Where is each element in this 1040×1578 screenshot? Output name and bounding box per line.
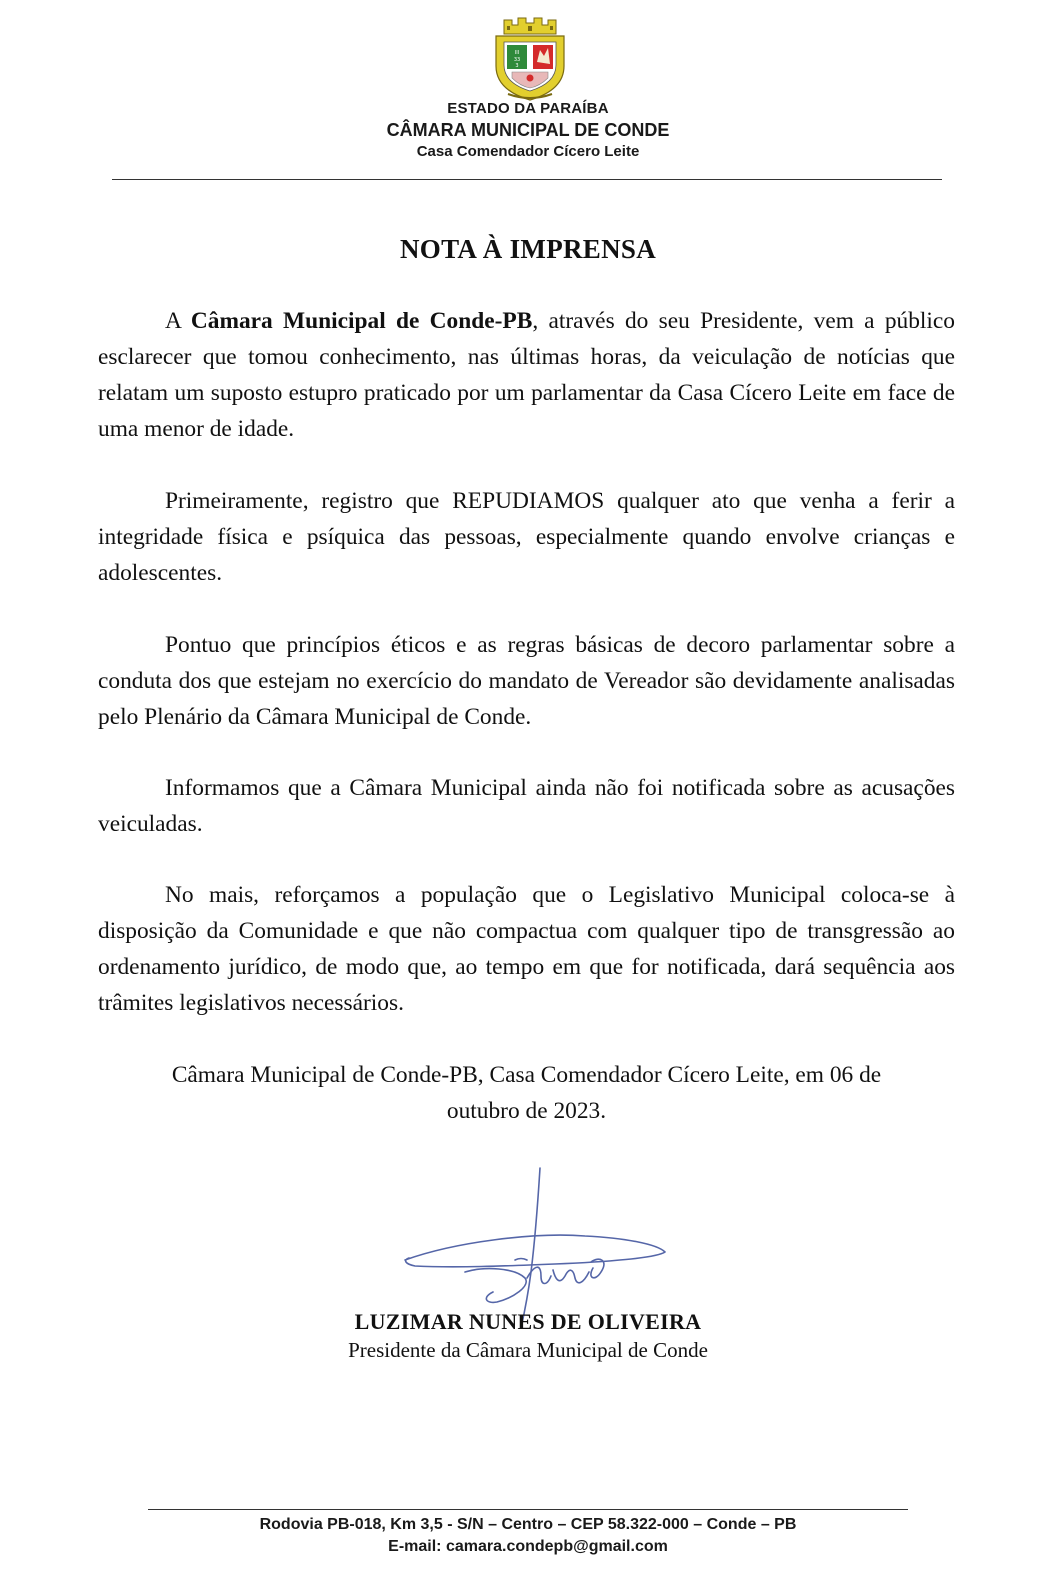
signer-role: Presidente da Câmara Municipal de Conde (348, 1338, 708, 1362)
signer-name: LUZIMAR NUNES DE OLIVEIRA (354, 1309, 702, 1334)
header-state: ESTADO DA PARAÍBA (447, 100, 609, 117)
paragraph-1-lead: A (165, 308, 191, 334)
header-chamber-name: CÂMARA MUNICIPAL DE CONDE (386, 120, 670, 140)
paragraph-1-rest: , através do seu Presidente, vem a público esclarecer que tomou conhecimento, nas últimas horas, da veiculação de notícias que relatam um suposto estupro praticado por um parlamentar da Casa Cícero Leite em face de uma menor de idade. (98, 308, 956, 442)
header-divider (112, 179, 942, 180)
svg-text:3: 3 (515, 63, 519, 69)
closing-place-date (98, 1057, 955, 1129)
svg-text:III: III (514, 50, 520, 56)
svg-text:33: 33 (513, 57, 521, 63)
closing-line-1: Câmara Municipal de Conde-PB, Casa Comendador Cícero Leite, em 06 de (171, 1062, 882, 1088)
footer-address: Rodovia PB-018, Km 3,5 - S/N – Centro – CEP 58.322-000 – Conde – PB (259, 1516, 797, 1533)
footer-email[interactable]: E-mail: camara.condepb@gmail.com (388, 1538, 668, 1555)
paragraph-2: Primeiramente, registro que REPUDIAMOS qualquer ato que venha a ferir a integridade física e psíquica das pessoas, especialmente quando envolve crianças e adolescentes. (98, 488, 955, 586)
paragraph-3: Pontuo que princípios éticos e as regras básicas de decoro parlamentar sobre a conduta dos que estejam no exercício do mandato de Vereador são devidamente analisadas pelo Plenário da Câmara Municipal de Conde. (98, 632, 955, 730)
header-house-name: Casa Comendador Cícero Leite (416, 143, 640, 160)
coat-of-arms-icon (490, 10, 570, 102)
document-title: NOTA À IMPRENSA (399, 234, 657, 264)
paragraph-1 (98, 303, 955, 447)
paragraph-1-emphasis: Câmara Municipal de Conde-PB (190, 308, 533, 334)
paragraph-5: No mais, reforçamos a população que o Legislativo Municipal coloca-se à disposição da Comunidade e que não compactua com qualquer tipo de transgressão ao ordenamento jurídico, de modo que, ao tempo em que for notificada, dará sequência aos trâmites legislativos necessários. (98, 882, 955, 1016)
closing-line-2: outubro de 2023. (446, 1098, 607, 1124)
footer-divider (148, 1509, 908, 1510)
paragraph-4: Informamos que a Câmara Municipal ainda não foi notificada sobre as acusações veiculadas. (98, 775, 955, 837)
